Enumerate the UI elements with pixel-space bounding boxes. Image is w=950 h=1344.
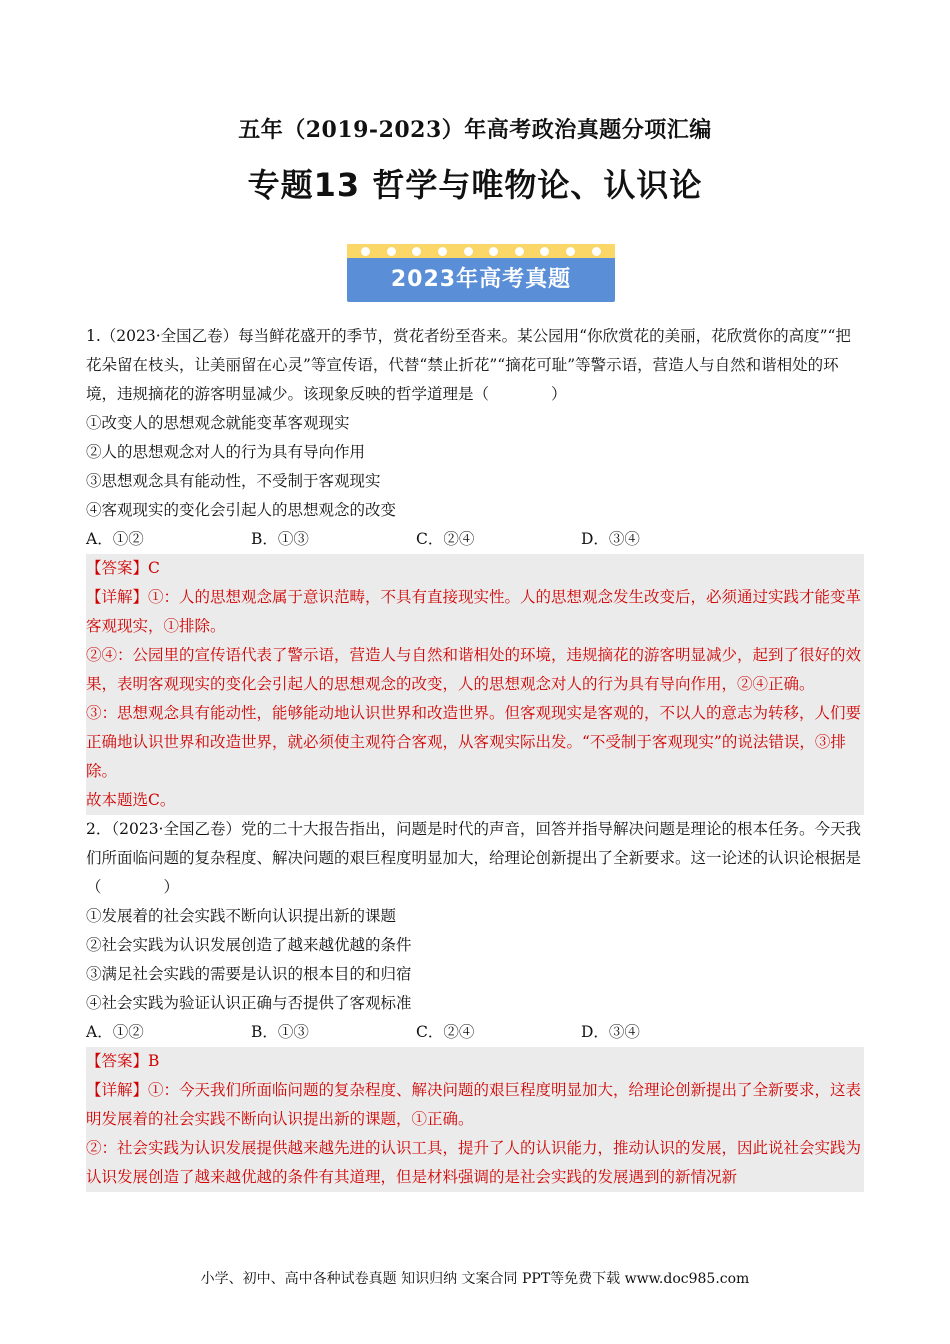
question-item: ②社会实践为认识发展创造了越来越优越的条件 bbox=[86, 936, 412, 954]
question-item: ①改变人的思想观念就能变革客观现实 bbox=[86, 414, 350, 432]
question-stem: 1.（2023·全国乙卷）每当鲜花盛开的季节，赏花者纷至沓来。某公园用“你欣赏花的美丽，花欣赏你的高度”“把花朵留在枝头，让美丽留在心灵”等宣传语，代替“禁止折花”“摘花可耻”等警示语，营造人与自然和谐相处的环境，违规摘花的游客明显减少。该现象反映的哲学道理是（ ） bbox=[86, 327, 851, 403]
option-a: A．①② bbox=[86, 530, 144, 548]
section-banner bbox=[347, 244, 615, 302]
answer-label: 【答案】C bbox=[86, 559, 160, 577]
banner-label: 2023年高考真题 bbox=[390, 267, 572, 292]
option-b: B．①③ bbox=[251, 530, 309, 548]
question-1 bbox=[86, 322, 864, 815]
explanation-paragraph: 【详解】①：今天我们所面临问题的复杂程度、解决问题的艰巨程度明显加大，给理论创新提出了全新要求，这表明发展着的社会实践不断向认识提出新的课题，①正确。 bbox=[86, 1081, 862, 1128]
question-item: ①发展着的社会实践不断向认识提出新的课题 bbox=[86, 907, 397, 925]
option-c: C．②④ bbox=[416, 530, 475, 548]
question-stem: 2．（2023·全国乙卷）党的二十大报告指出，问题是时代的声音，回答并指导解决问题是理论的根本任务。今天我们所面临问题的复杂程度、解决问题的艰巨程度明显加大，给理论创新提出了全新要求。这一论述的认识论根据是（ ） bbox=[86, 820, 862, 896]
answer-explanation-box bbox=[86, 554, 864, 815]
answer-label: 【答案】B bbox=[86, 1052, 160, 1070]
question-item: ③满足社会实践的需要是认识的根本目的和归宿 bbox=[86, 965, 412, 983]
option-b: B．①③ bbox=[251, 1023, 309, 1041]
answer-explanation-box bbox=[86, 1047, 864, 1192]
question-item: ④客观现实的变化会引起人的思想观念的改变 bbox=[86, 501, 397, 519]
document-title: 专题13 哲学与唯物论、认识论 bbox=[247, 166, 703, 204]
page-footer: 小学、初中、高中各种试卷真题 知识归纳 文案合同 PPT等免费下载 www.doc985.com bbox=[200, 1271, 750, 1287]
question-item: ②人的思想观念对人的行为具有导向作用 bbox=[86, 443, 366, 461]
option-d: D．③④ bbox=[581, 530, 640, 548]
explanation-paragraph: ②：社会实践为认识发展提供越来越先进的认识工具，提升了人的认识能力，推动认识的发展，因此说社会实践为认识发展创造了越来越优越的条件有其道理，但是材料强调的是社会实践的发展遇到的新情况新 bbox=[86, 1139, 862, 1186]
question-content bbox=[86, 322, 864, 1192]
document-subtitle: 五年（2019-2023）年高考政治真题分项汇编 bbox=[238, 117, 712, 143]
explanation-paragraph: ③：思想观念具有能动性，能够能动地认识世界和改造世界。但客观现实是客观的，不以人的意志为转移，人们要正确地认识世界和改造世界，就必须使主观符合客观，从客观实际出发。“不受制于客观现实”的说法错误，③排除。 bbox=[86, 704, 862, 780]
option-c: C．②④ bbox=[416, 1023, 475, 1041]
option-d: D．③④ bbox=[581, 1023, 640, 1041]
banner-dots-strip bbox=[347, 244, 615, 258]
explanation-paragraph: 【详解】①：人的思想观念属于意识范畴，不具有直接现实性。人的思想观念发生改变后，必须通过实践才能变革客观现实，①排除。 bbox=[86, 588, 862, 635]
question-item: ③思想观念具有能动性，不受制于客观现实 bbox=[86, 472, 381, 490]
explanation-paragraph: ②④：公园里的宣传语代表了警示语，营造人与自然和谐相处的环境，违规摘花的游客明显减少，起到了很好的效果，表明客观现实的变化会引起人的思想观念的改变，人的思想观念对人的行为具有导向作用，②④正确。 bbox=[86, 646, 862, 693]
explanation-paragraph: 故本题选C。 bbox=[86, 791, 176, 809]
answer-options bbox=[86, 1018, 864, 1047]
question-item: ④社会实践为验证认识正确与否提供了客观标准 bbox=[86, 994, 412, 1012]
question-2 bbox=[86, 815, 864, 1192]
option-a: A．①② bbox=[86, 1023, 144, 1041]
answer-options bbox=[86, 525, 864, 554]
